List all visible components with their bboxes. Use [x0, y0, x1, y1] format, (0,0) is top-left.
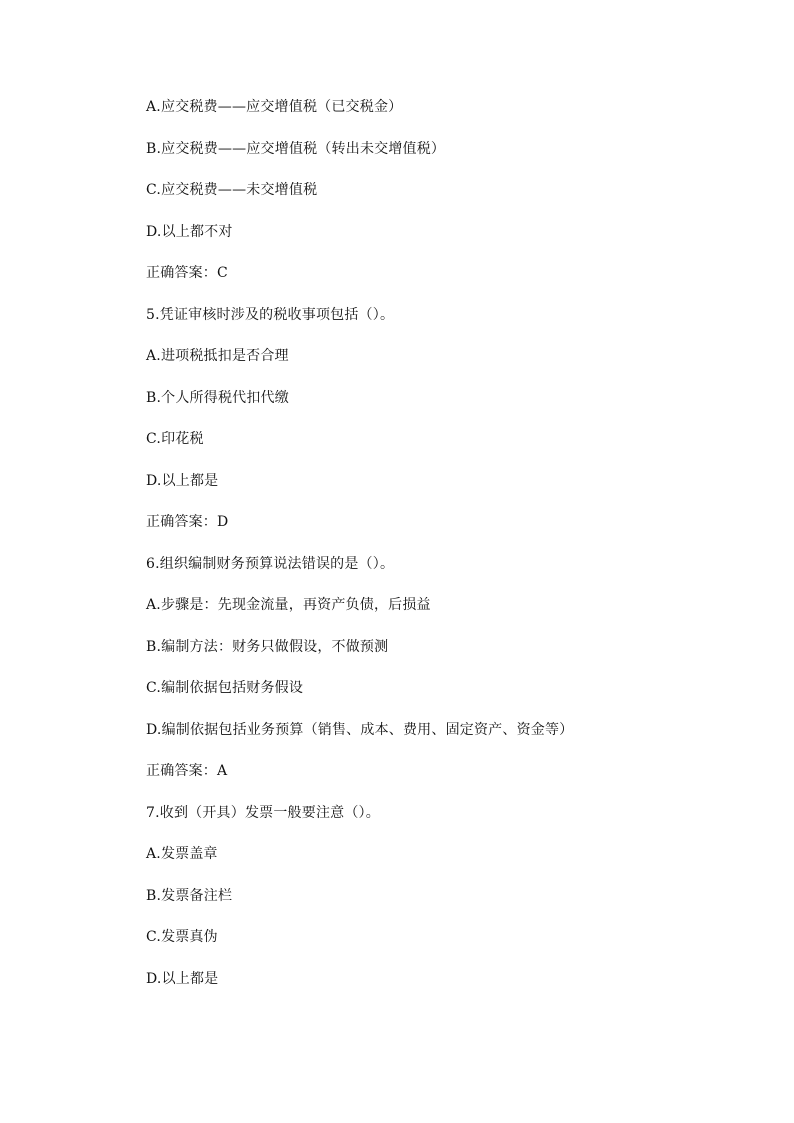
question-6-option-c: C.编制依据包括财务假设 — [146, 680, 304, 696]
question-6-option-b: B.编制方法：财务只做假设，不做预测 — [146, 638, 389, 655]
question-6-option-a: A.步骤是：先现金流量，再资产负债，后损益 — [146, 597, 431, 613]
question-5-option-a: A.进项税抵扣是否合理 — [146, 348, 289, 364]
option-d-line: D.以上都不对 — [146, 223, 233, 240]
answer-line: 正确答案：C — [146, 265, 228, 281]
question-7: 7.收到（开具）发票一般要注意（）。 — [146, 804, 380, 821]
question-5: 5.凭证审核时涉及的税收事项包括（）。 — [146, 306, 395, 323]
question-7-option-a: A.发票盖章 — [146, 846, 218, 862]
option-c-line: C.应交税费——未交增值税 — [146, 182, 318, 198]
question-7-option-d: D.以上都是 — [146, 970, 219, 987]
question-7-option-c: C.发票真伪 — [146, 929, 218, 945]
question-5-option-b: B.个人所得税代扣代缴 — [146, 389, 289, 406]
question-6: 6.组织编制财务预算说法错误的是（）。 — [146, 555, 395, 572]
question-6-answer: 正确答案：A — [146, 763, 228, 779]
option-a-line: A.应交税费——应交增值税（已交税金） — [146, 99, 403, 115]
question-6-option-d: D.编制依据包括业务预算（销售、成本、费用、固定资产、资金等） — [146, 721, 574, 738]
question-5-option-d: D.以上都是 — [146, 472, 219, 489]
question-5-option-c: C.印花税 — [146, 431, 204, 447]
question-7-option-b: B.发票备注栏 — [146, 887, 233, 904]
question-5-answer: 正确答案：D — [146, 514, 229, 530]
option-b-line: B.应交税费——应交增值税（转出未交增值税） — [146, 140, 446, 157]
question-list — [146, 97, 766, 1010]
